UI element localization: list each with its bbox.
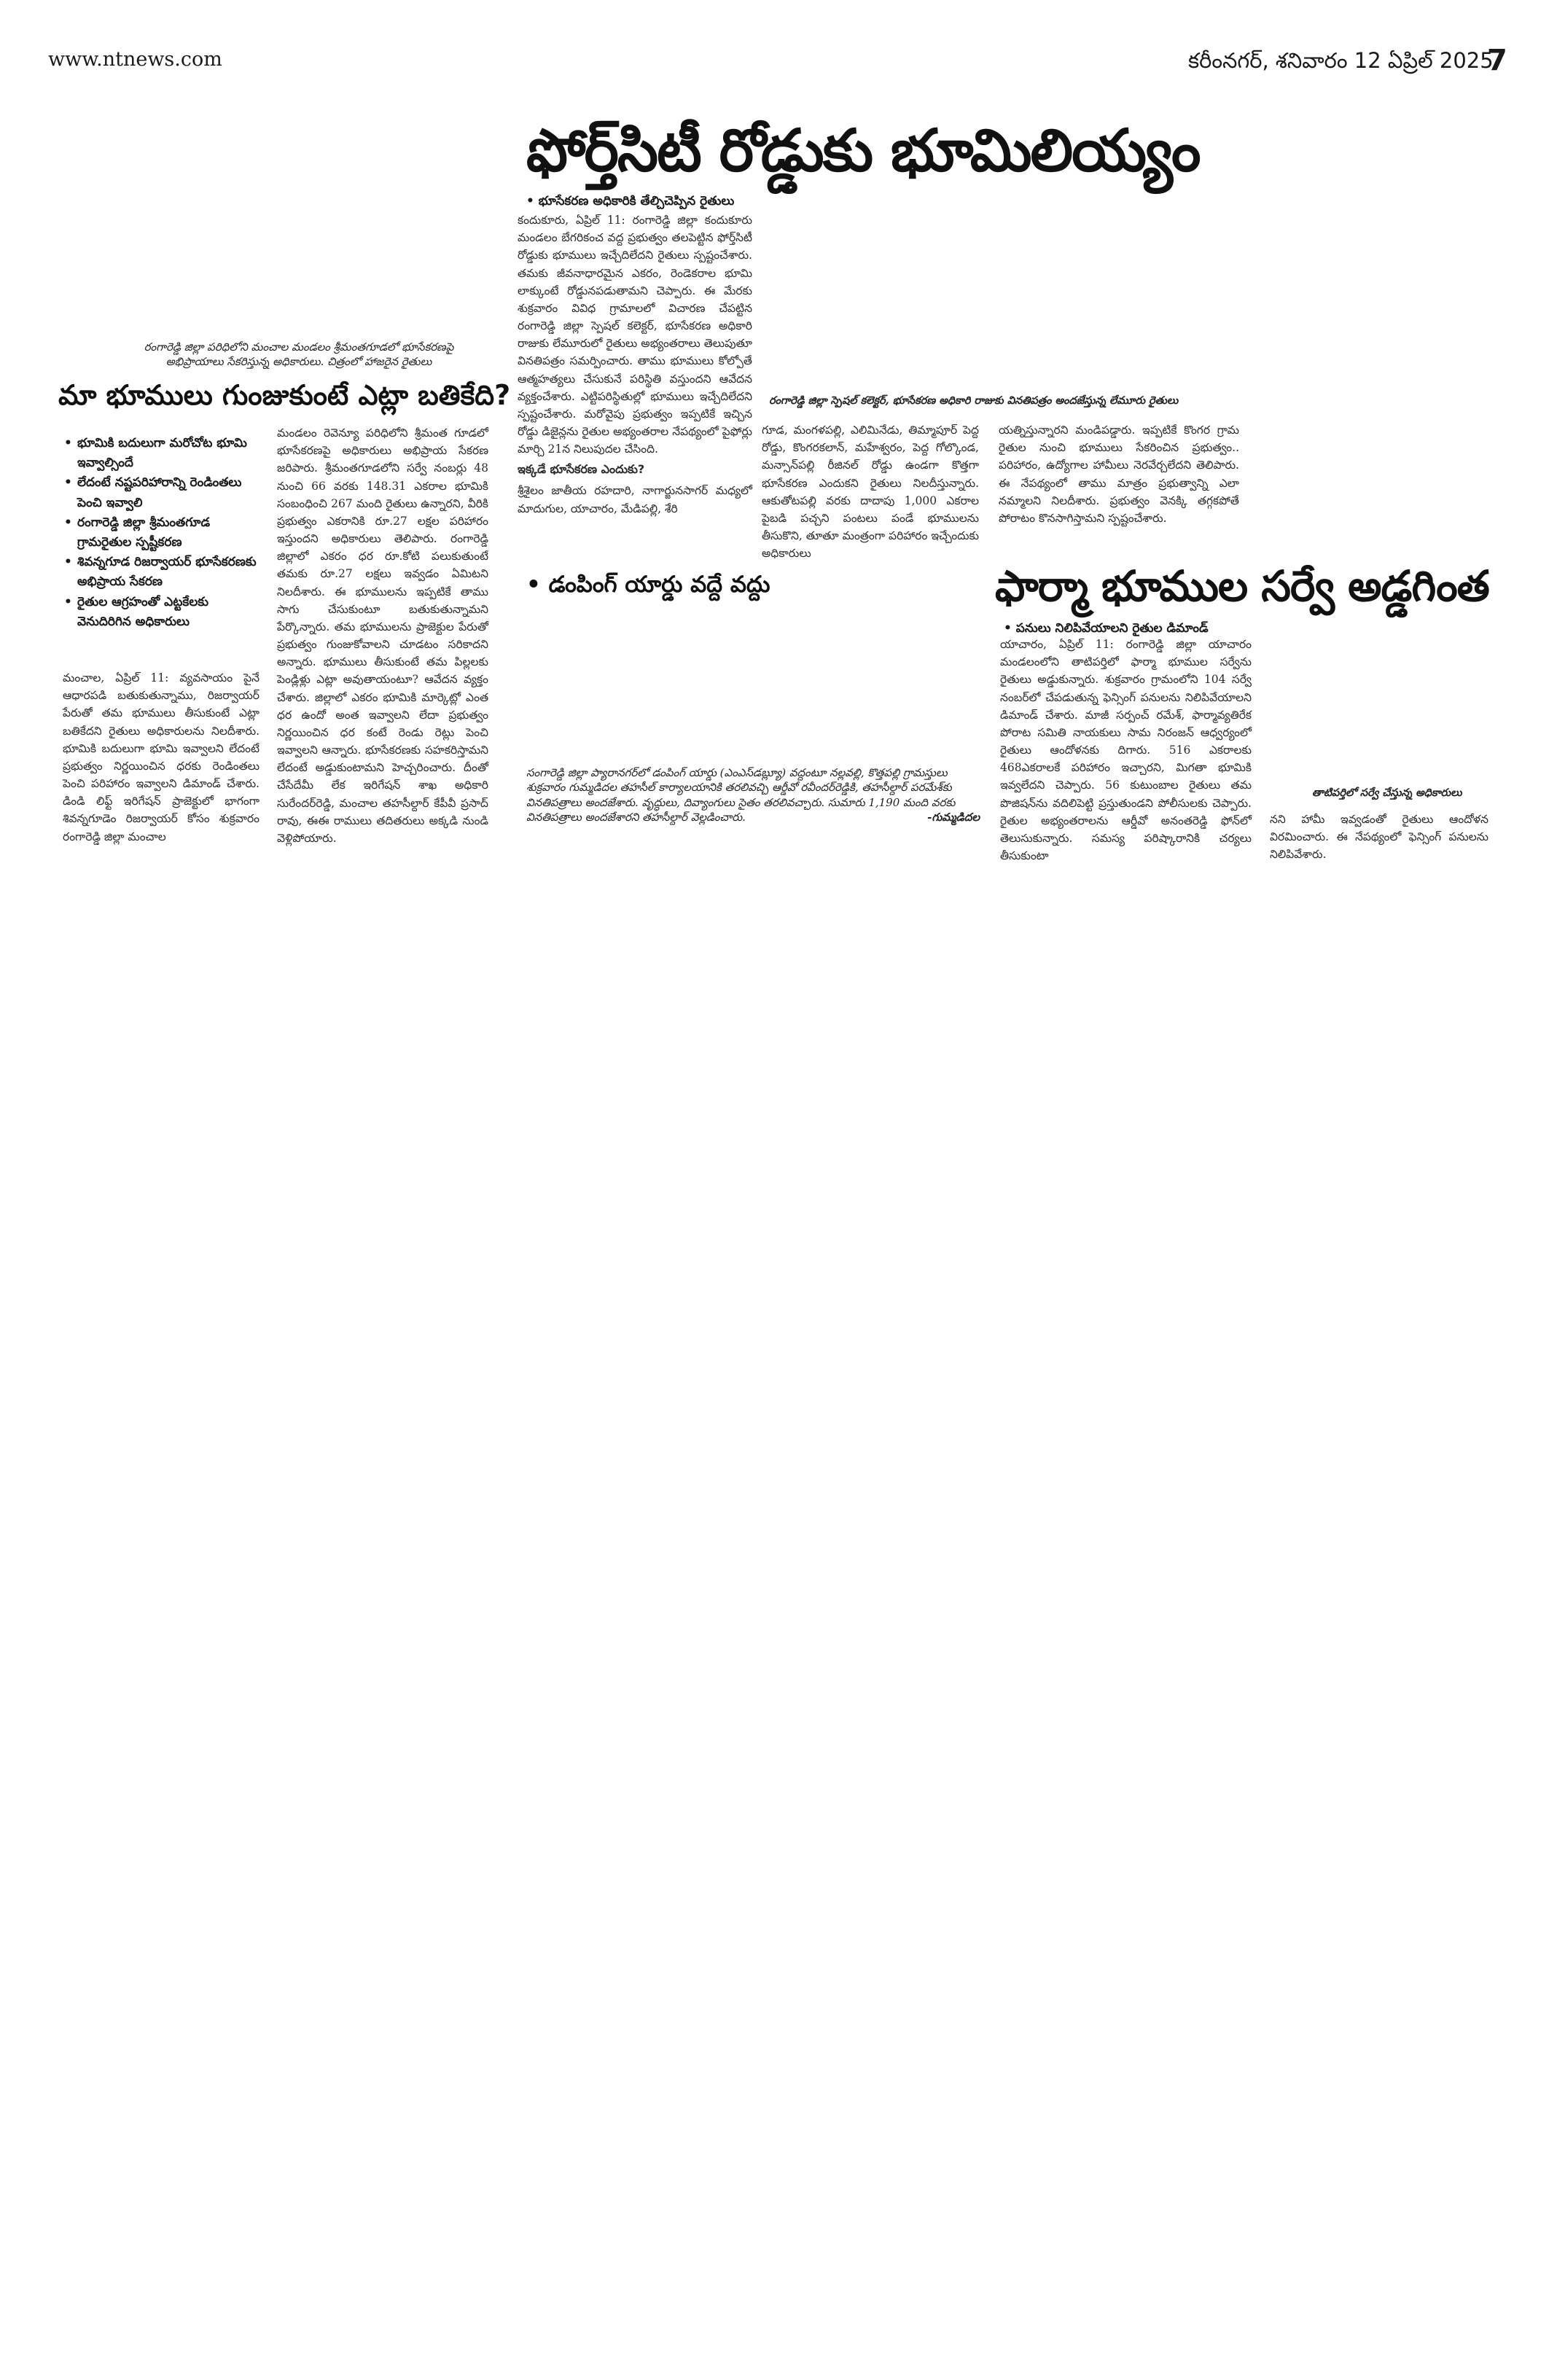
page-number: 7 [1487,44,1507,77]
fourth-city-col3 [999,421,1239,527]
fourth-city-col2-text: గూడ, మంగళపల్లి, ఎలిమినేడు, తిమ్మాపూర్ పెద్ద రోడ్డు, కొంగరకలాన్, మహేశ్వరం, పెద్ద గోల్కొండ, మన్సాన్‌పల్లి రీజినల్ రోడ్డు ఉండగా కొత్తగా భూసేకరణ ఎందుకని రైతులు నిలదీస్తున్నారు. ఆకుతోటపల్లి వరకు దాదాపు 1,000 ఎకరాల పైబడి పచ్చని పంటలు పండే భూములను తీసుకొని, తూతూ మంత్రంగా పరిహారం ఇచ్చేందుకు అధికారులు [762,424,979,561]
dumping-yard-headline-text: డంపింగ్ యార్డు వద్దే వద్దు [548,571,770,598]
left-story-col1 [63,669,260,846]
dumping-yard-caption [526,765,980,824]
pharma-photo-caption: తాటిపర్తిలో సర్వే చేస్తున్న అధికారులు [1312,787,1462,799]
bullet-item: • రంగారెడ్డి జిల్లా శ్రీమంతగూడ గ్రామరైతుల స్పష్టీకరణ [63,513,260,553]
fourth-city-col1-text2: శ్రీశైలం జాతీయ రహదారి, నాగార్జునసాగర్ మధ్యలో మాదుగుల, యాచారం, మేడిపల్లి, శేరి [518,484,752,515]
fourth-city-headline: ఫోర్త్‌సిటీ రోడ్డుకు భూమిలియ్యం [526,117,1200,184]
fourth-city-col2 [762,421,979,562]
fourth-city-kicker: • భూసేకరణ అధికారికి తేల్చిచెప్పిన రైతులు [526,194,735,208]
pharma-kicker-text: పనులు నిలిపివేయాలని రైతుల డిమాండ్ [1015,621,1209,636]
dateline: కరీంనగర్, శనివారం 12 ఏప్రిల్ 2025 [1188,48,1494,73]
bullet-item: • భూమికి బదులుగా మరోచోట భూమి ఇవ్వాల్సిందే [63,434,260,473]
left-headline: మా భూములు గుంజుకుంటే ఎట్లా బతికేది? [58,379,511,411]
left-story-col1-text: మంచాల, ఏప్రిల్ 11: వ్యవసాయం పైనే ఆధారపడి బతుకుతున్నాము, రిజర్వాయర్ పేరుతో తమ భూములు తీసుకుంటే ఎట్లా బతికేదని రైతులు అధికారులను నిలదీశారు. భూమికి బదులుగా భూమి ఇవ్వాలని లేదంటే ప్రభుత్వం నిర్ణయించిన ధరకు రెండింతలు పెంచి పరిహారం ఇవ్వాలని డిమాండ్ చేశారు. డిండి లిఫ్ట్ ఇరిగేషన్ ప్రాజెక్టులో భాగంగా శివన్నగూడెం రిజర్వాయర్ కోసం శుక్రవారం రంగారెడ్డి జిల్లా మంచాల [63,671,260,843]
pharma-col1-text: యాచారం, ఏప్రిల్ 11: రంగారెడ్డి జిల్లా యాచారం మండలంలోని తాటిపర్తిలో ఫార్మా భూముల సర్వేను రైతులు అడ్డుకున్నారు. శుక్రవారం గ్రామంలోని 104 సర్వే నంబర్‌లో చేపడుతున్న ఫెన్సింగ్ పనులను నిలిపివేయాలని డిమాండ్ చేశారు. మాజీ సర్పంచ్ రమేశ్, ఫార్మావ్యతిరేక పోరాట సమితి నాయకులు సామ నిరంజన్ ఆధ్వర్యంలో రైతులు ఆందోళనకు దిగారు. 516 ఎకరాలకు 468ఎకరాలకే పరిహారం ఇచ్చారని, మిగతా భూమికి ఇవ్వలేదని చెప్పారు. 56 కుటుంబాల రైతులు తమ పొజిషన్‌ను వదిలిపెట్టి ప్రస్తుతుండని పోలీసులకు చెప్పారు. రైతుల అభ్యంతరాలను ఆర్డీవో అనంతరెడ్డి ఫోన్‌లో తెలుసుకున్నారు. సమస్య పరిష్కారానికి చర్యలు తీసుకుంటా [1000,638,1252,863]
left-photo-caption: రంగారెడ్డి జిల్లా పరిధిలోని మంచాల మండలం శ్రీమంతగూడలో భూసేకరణపై అభిప్రాయాలు సేకరిస్తున్న అధికారులు. చిత్రంలో హాజరైన రైతులు [144,340,454,369]
left-story-col2 [277,424,488,847]
fourth-city-col3-text: యత్నిస్తున్నారని మండిపడ్డారు. ఇప్పటికే కొంగర గ్రామ రైతుల నుంచి భూములు సేకరించిన ప్రభుత్వం.. పరిహారం, ఉద్యోగాల హామీలు నెరవేర్చలేదని తెలిపారు. ఈ నేపథ్యంలో తాము మాత్రం ప్రభుత్వాన్ని ఎలా నమ్మాలని నిలదీశారు. ప్రభుత్వం వెనక్కి తగ్గకపోతే పోరాటం కొనసాగిస్తామని స్పష్టంచేశారు. [999,424,1239,525]
pharma-col2 [1270,811,1488,864]
bullet-item: • లేదంటే నష్టపరిహారాన్ని రెండింతలు పెంచి ఇవ్వాలి [63,473,260,512]
left-bullets [63,434,260,632]
dumping-yard-credit: -గుమ్మడిదల [927,810,980,824]
pharma-col2-text: నని హామీ ఇవ్వడంతో రైతులు ఆందోళన విరమించారు. ఈ నేపథ్యంలో ఫెన్సింగ్ పనులను నిలిపివేశారు. [1270,813,1488,862]
bullet-item: • శివన్నగూడ రిజర్వాయర్ భూసేకరణకు అభిప్రాయ సేకరణ [63,553,260,592]
fourth-city-photo-caption: రంగారెడ్డి జిల్లా స్పెషల్ కలెక్టర్, భూసేకరణ అధికారి రాజుకు వినతిపత్రం అందజేస్తున్న లేమూరు రైతులు [769,394,1179,407]
site-url: www.ntnews.com [48,48,222,71]
fourth-city-subhead: ఇక్కడే భూసేకరణ ఎందుకు? [518,462,645,477]
bullet-item: • రైతుల ఆగ్రహంతో ఎట్టకేలకు వెనుదిరిగిన అధికారులు [63,593,260,632]
dumping-yard-headline: • డంపింగ్ యార్డు వద్దే వద్దు [526,571,770,598]
dumping-yard-caption-text: సంగారెడ్డి జిల్లా ప్యారానగర్‌లో డంపింగ్ యార్డు (ఎంఎస్‌డబ్ల్యూ) వద్దంటూ నల్లవల్లి, కొత్తపల్లి గ్రామస్తులు శుక్రవారం గుమ్మడిదల తహసీల్ కార్యాలయానికి తరలివచ్చి ఆర్డీవో రవీందర్‌రెడ్డికి, తహసీల్దార్ పరమేశ్‌కు వినతిపత్రాలు అందజేశారు. వృద్ధులు, దివ్యాంగులు సైతం తరలివచ్చారు. సుమారు 1,190 మంది వరకు వినతిపత్రాలు అందజేశారని తహసీల్దార్ వెల్లడించారు. [526,766,956,824]
fourth-city-kicker-text: భూసేకరణ అధికారికి తేల్చిచెప్పిన రైతులు [538,194,735,208]
pharma-col1 [1000,636,1252,865]
left-story-col2-text: మండలం రెవెన్యూ పరిధిలోని శ్రీమంత గూడలో భూసేకరణపై అధికారులు అభిప్రాయ సేకరణ జరిపారు. శ్రీమంతగూడలోని సర్వే నంబర్లు 48 నుంచి 66 వరకు 148.31 ఎకరాల భూమికి సంబంధించి 267 మంది రైతులు ఉన్నారని, వీరికి ప్రభుత్వం ఎకరానికి రూ.27 లక్షల పరిహారం ఇస్తుందని అధికారులు తెలిపారు. రంగారెడ్డి జిల్లాలో ఎకరం ధర రూ.కోటి పలుకుతుంటే తమకు రూ.27 లక్షలు ఇవ్వడం ఏమిటని నిలదీశారు. ఈ భూములను ఇప్పటికే తాము సాగు చేసుకుంటూ బతుకుతున్నామని పేర్కొన్నారు. తమ భూములను ప్రాజెక్టుల పేరుతో ప్రభుత్వం గుంజుకోవాలని చూడటం సరికాదని అన్నారు. భూములు తీసుకుంటే తమ పిల్లలకు పెండ్లిళ్లు ఎట్లా అవుతాయంటూ? ఆవేదన వ్యక్తం చేశారు. జిల్లాలో ఎకరం భూమికి మార్కెట్లో ఎంత ధర ఉందో అంత ఇవ్వాలని లేదా ప్రభుత్వం నిర్ణయించిన ధర కంటే రెండు రెట్లు పెంచి ఇవ్వాలని ఆన్నారు. భూసేకరణకు సహకరిస్తామని లేదంటే అడ్డుకుంటామని హెచ్చరించారు. దీంతో చేసేదేమీ లేక ఇరిగేషన్ శాఖ అధికారి సురేందర్‌రెడ్డి, మంచాల తహసీల్దార్ కేపీవీ ప్రసాద్ రావు, ఈఈ రాములు తదితరులు అక్కడి నుండి వెళ్లిపోయారు. [277,426,488,845]
fourth-city-col1 [518,211,752,518]
pharma-kicker: • పనులు నిలిపివేయాలని రైతుల డిమాండ్ [1004,621,1209,636]
fourth-city-col1-text: కందుకూరు, ఏప్రిల్ 11: రంగారెడ్డి జిల్లా కందుకూరు మండలం బేగరికంచ వద్ద ప్రభుత్వం తలపెట్టిన ఫోర్త్‌సిటీ రోడ్డుకు భూములు ఇచ్చేదిలేదని రైతులు స్పష్టంచేశారు. తమకు జీవనాధారమైన ఎకరం, రెండెకరాల భూమి లాక్కుంటే రోడ్డునపడుతామని చెప్పారు. ఈ మేరకు శుక్రవారం వివిధ గ్రామాలలో విచారణ చేపట్టిన రంగారెడ్డి జిల్లా స్పెషల్ కలెక్టర్, భూసేకరణ అధికారి రాజుకు లేమూరులో రైతులు అభ్యంతరాలు తెలుపుతూ వినతిపత్రం సమర్పించారు. తాము భూములు కోల్పోతే ఆత్మహత్యలు చేసుకునే పరిస్థితి వస్తుందని ఆవేదన వ్యక్తంచేశారు. ఎట్టిపరిస్థితుల్లో భూములు ఇచ్చేదిలేదని స్పష్టంచేశారు. మరోవైపు ప్రభుత్వం ఇప్పటికే ఇచ్చిన రోడ్డు డిజైన్లను రైతుల అభ్యంతరాల నేపథ్యంలో పైఫోర్లు మార్చి 21న నిలుపుదల చేసింది. [518,214,752,456]
pharma-headline: ఫార్మా భూముల సర్వే అడ్డగింత [995,561,1489,611]
